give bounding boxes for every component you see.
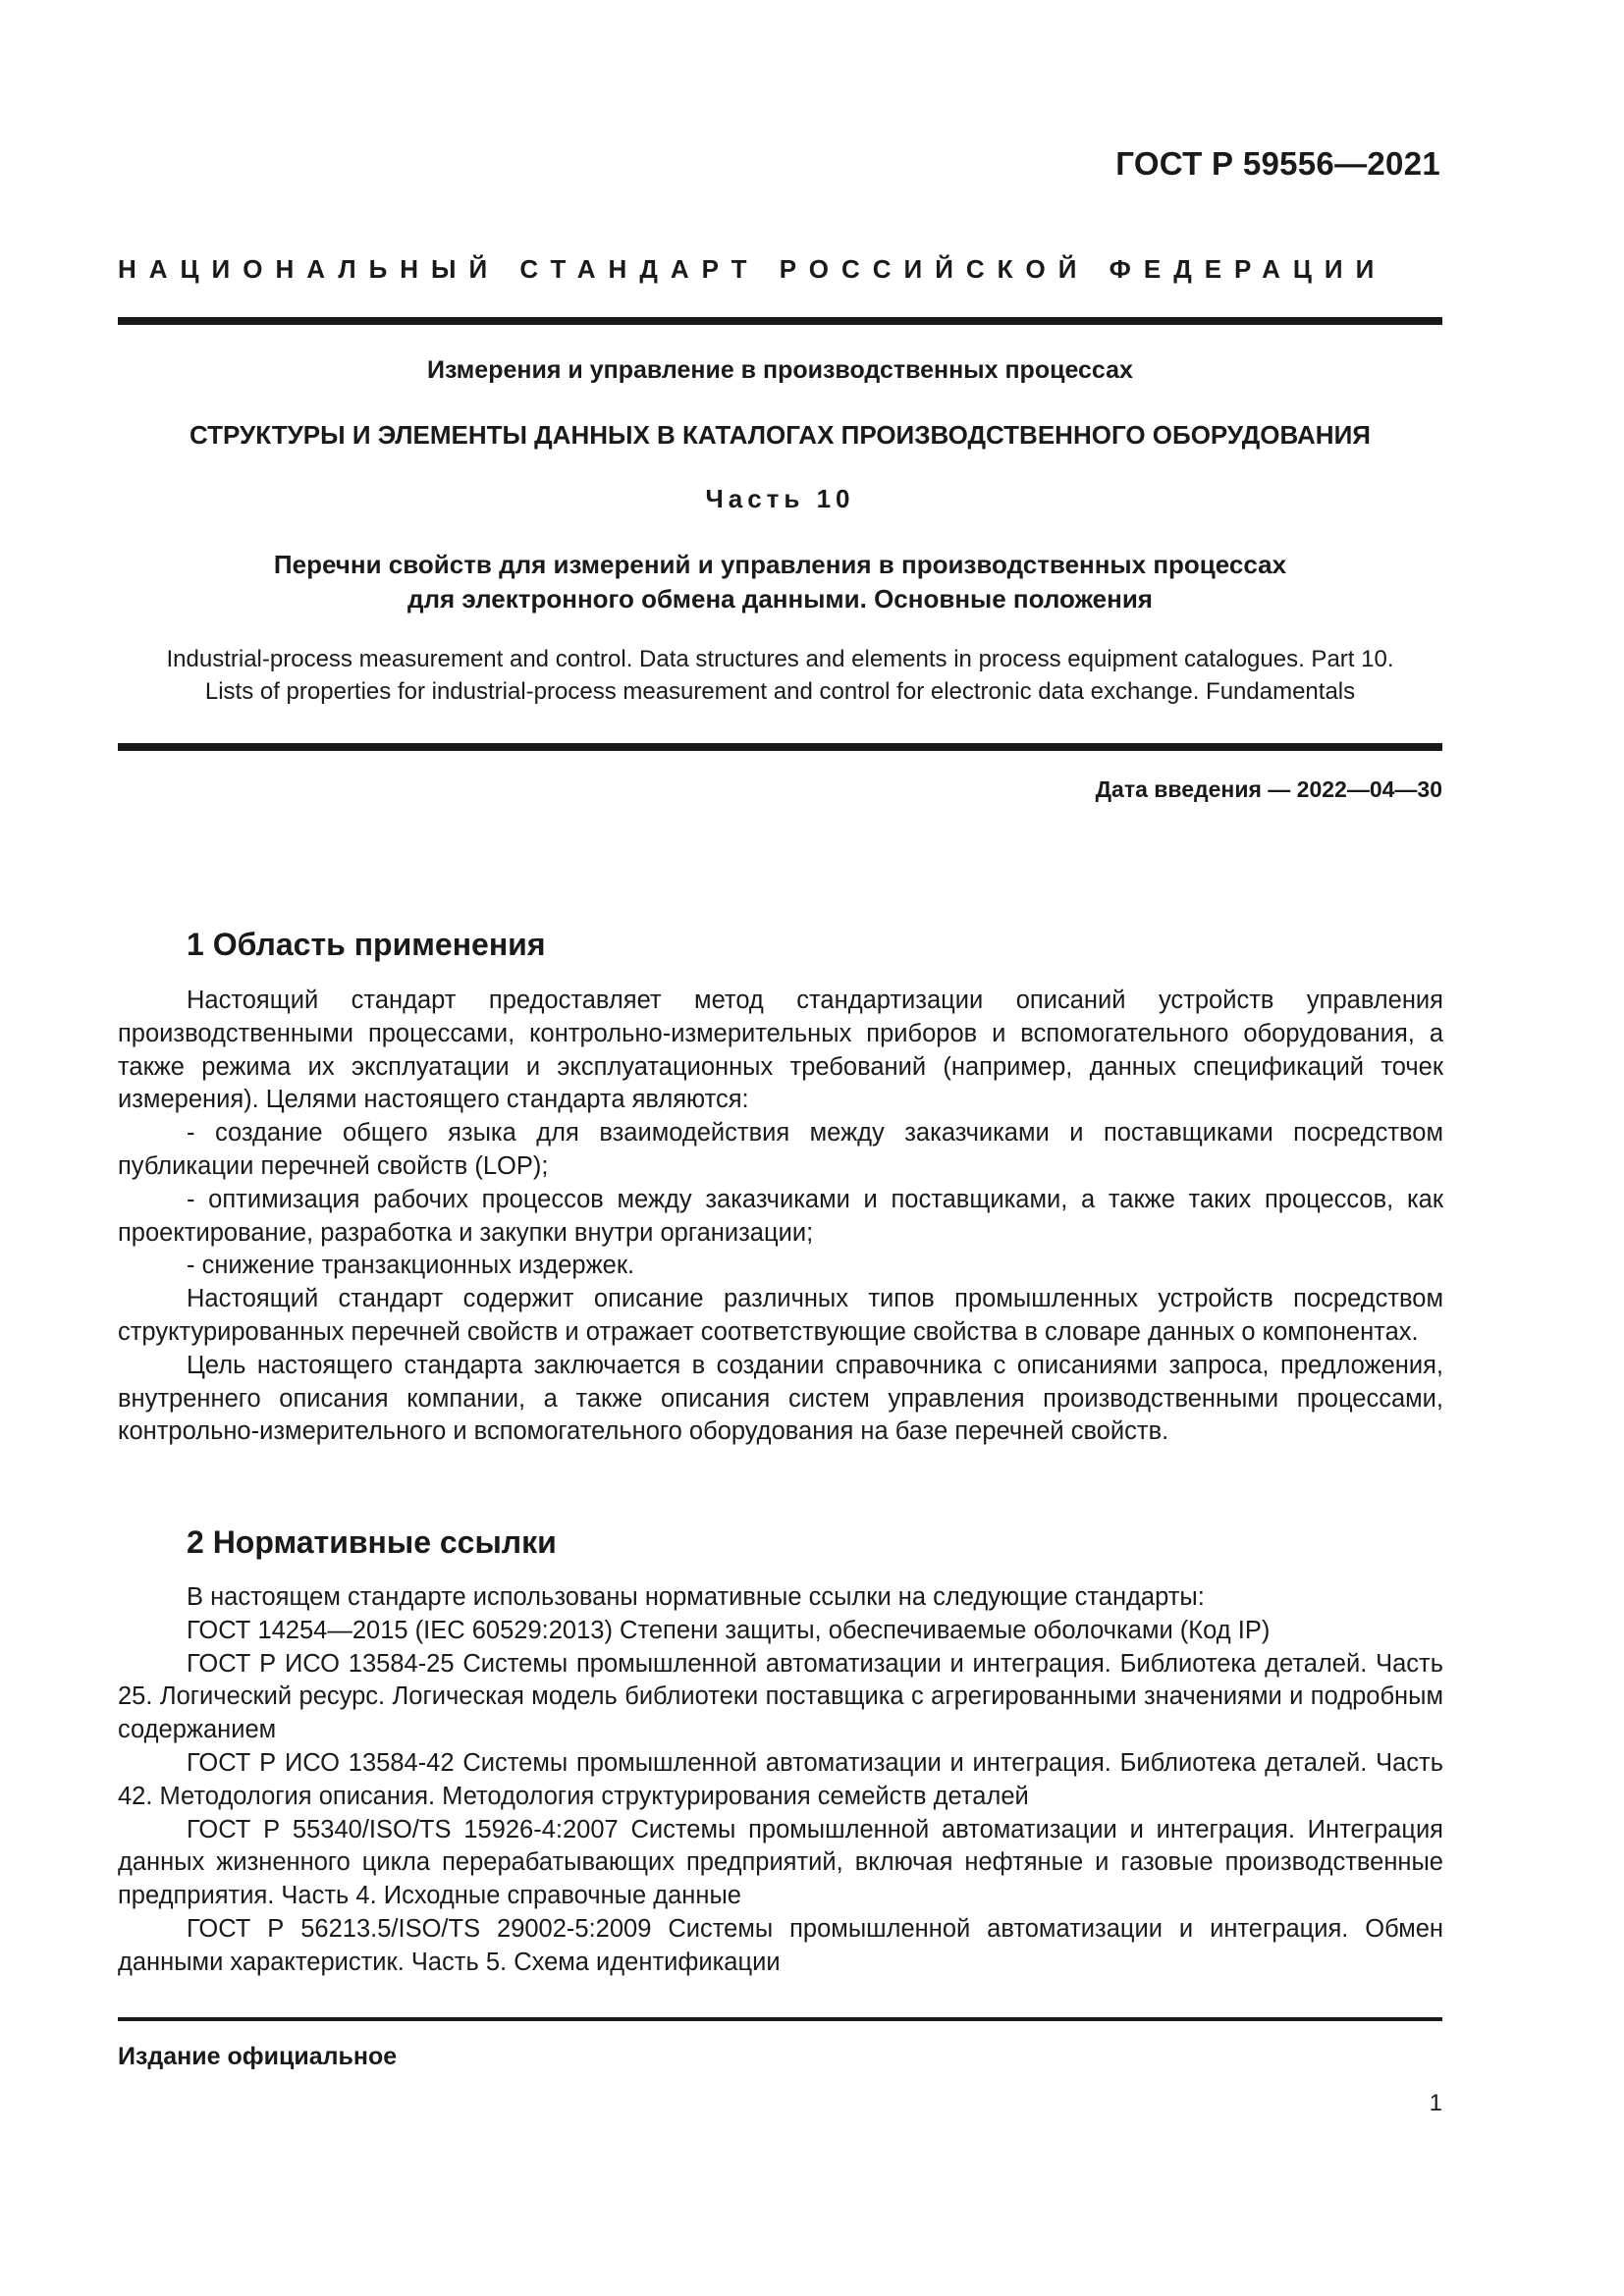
part-title-line-2: для электронного обмена данными. Основные положения bbox=[407, 584, 1153, 614]
paragraph: Настоящий стандарт предоставляет метод стандартизации описаний устройств управления производственными процессами, контрольно-измерительных приборов и вспомогательного оборудования, а также режима их эксплуатации и эксплуатационных требований (например, данных спецификаций точек измерения). Целями настоящего стандарта являются: bbox=[118, 987, 1443, 1114]
title-divider-top bbox=[118, 317, 1442, 325]
paragraph: ГОСТ Р 55340/ISO/TS 15926-4:2007 Системы промышленной автоматизации и интеграция. Интеграция данных жизненного цикла перерабатывающих предприятий, включая нефтяные и газовые производственные предприятия. Часть 4. Исходные справочные данные bbox=[118, 1815, 1443, 1910]
page-number: 1 bbox=[1429, 2090, 1442, 2116]
paragraph: - оптимизация рабочих процессов между заказчиками и поставщиками, а также таких процессов, как проектирование, разработка и закупки внутри организации; bbox=[118, 1185, 1443, 1247]
standard-subject: Измерения и управление в производственных процессах bbox=[427, 356, 1133, 384]
section-1-body bbox=[118, 985, 1443, 1449]
paragraph: ГОСТ Р ИСО 13584-25 Системы промышленной автоматизации и интеграция. Библиотека деталей. Часть 25. Логический ресурс. Логическая модель библиотеки поставщика с агрегированными значениями и подробным содержанием bbox=[118, 1649, 1443, 1744]
paragraph: - создание общего языка для взаимодействия между заказчиками и поставщиками посредством публикации перечней свойств (LOP); bbox=[118, 1119, 1443, 1180]
paragraph: Цель настоящего стандарта заключается в создании справочника с описаниями запроса, предложения, внутреннего описания компании, а также описания систем управления производственными процессами, контрольно-измерительного и вспомогательного оборудования на базе перечней свойств. bbox=[118, 1351, 1443, 1446]
section-2-body bbox=[118, 1581, 1443, 1980]
part-title-line-1: Перечни свойств для измерений и управления в производственных процессах bbox=[273, 550, 1287, 579]
part-title bbox=[118, 548, 1442, 616]
official-edition-label: Издание официальное bbox=[118, 2043, 398, 2070]
paragraph: - снижение транзакционных издержек. bbox=[187, 1252, 635, 1280]
standard-part: Часть 10 bbox=[705, 484, 855, 513]
footer-divider bbox=[118, 2017, 1442, 2021]
introduction-date: Дата введения — 2022—04—30 bbox=[1095, 776, 1442, 802]
paragraph: Настоящий стандарт содержит описание различных типов промышленных устройств посредством структурированных перечней свойств и отражает соответствующие свойства в словаре данных о компонентах. bbox=[118, 1285, 1443, 1346]
paragraph: В настоящем стандарте использованы нормативные ссылки на следующие стандарты: bbox=[187, 1583, 1205, 1611]
english-title-line-1: Industrial-process measurement and control. Data structures and elements in process equipment catalogues. Part 10. bbox=[166, 646, 1394, 672]
section-1-heading: 1 Область применения bbox=[187, 927, 546, 962]
paragraph: ГОСТ Р 56213.5/ISO/TS 29002-5:2009 Системы промышленной автоматизации и интеграция. Обмен данными характеристик. Часть 5. Схема идентификации bbox=[118, 1914, 1443, 1976]
english-title bbox=[118, 643, 1442, 708]
paragraph: ГОСТ Р ИСО 13584-42 Системы промышленной автоматизации и интеграция. Библиотека деталей. Часть 42. Методология описания. Методология структурирования семейств деталей bbox=[118, 1748, 1443, 1810]
document-number: ГОСТ Р 59556—2021 bbox=[1115, 145, 1440, 182]
english-title-line-2: Lists of properties for industrial-process measurement and control for electronic data exchange. Fundamentals bbox=[204, 678, 1356, 705]
title-divider-bottom bbox=[118, 743, 1442, 751]
standard-main-title: СТРУКТУРЫ И ЭЛЕМЕНТЫ ДАННЫХ В КАТАЛОГАХ ПРОИЗВОДСТВЕННОГО ОБОРУДОВАНИЯ bbox=[189, 420, 1371, 450]
paragraph: ГОСТ 14254—2015 (IEC 60529:2013) Степени защиты, обеспечиваемые оболочками (Код IP) bbox=[187, 1616, 1271, 1644]
national-standard-title: НАЦИОНАЛЬНЫЙ СТАНДАРТ РОССИЙСКОЙ ФЕДЕРАЦИИ bbox=[118, 254, 1387, 284]
section-2-heading: 2 Нормативные ссылки bbox=[187, 1524, 557, 1560]
